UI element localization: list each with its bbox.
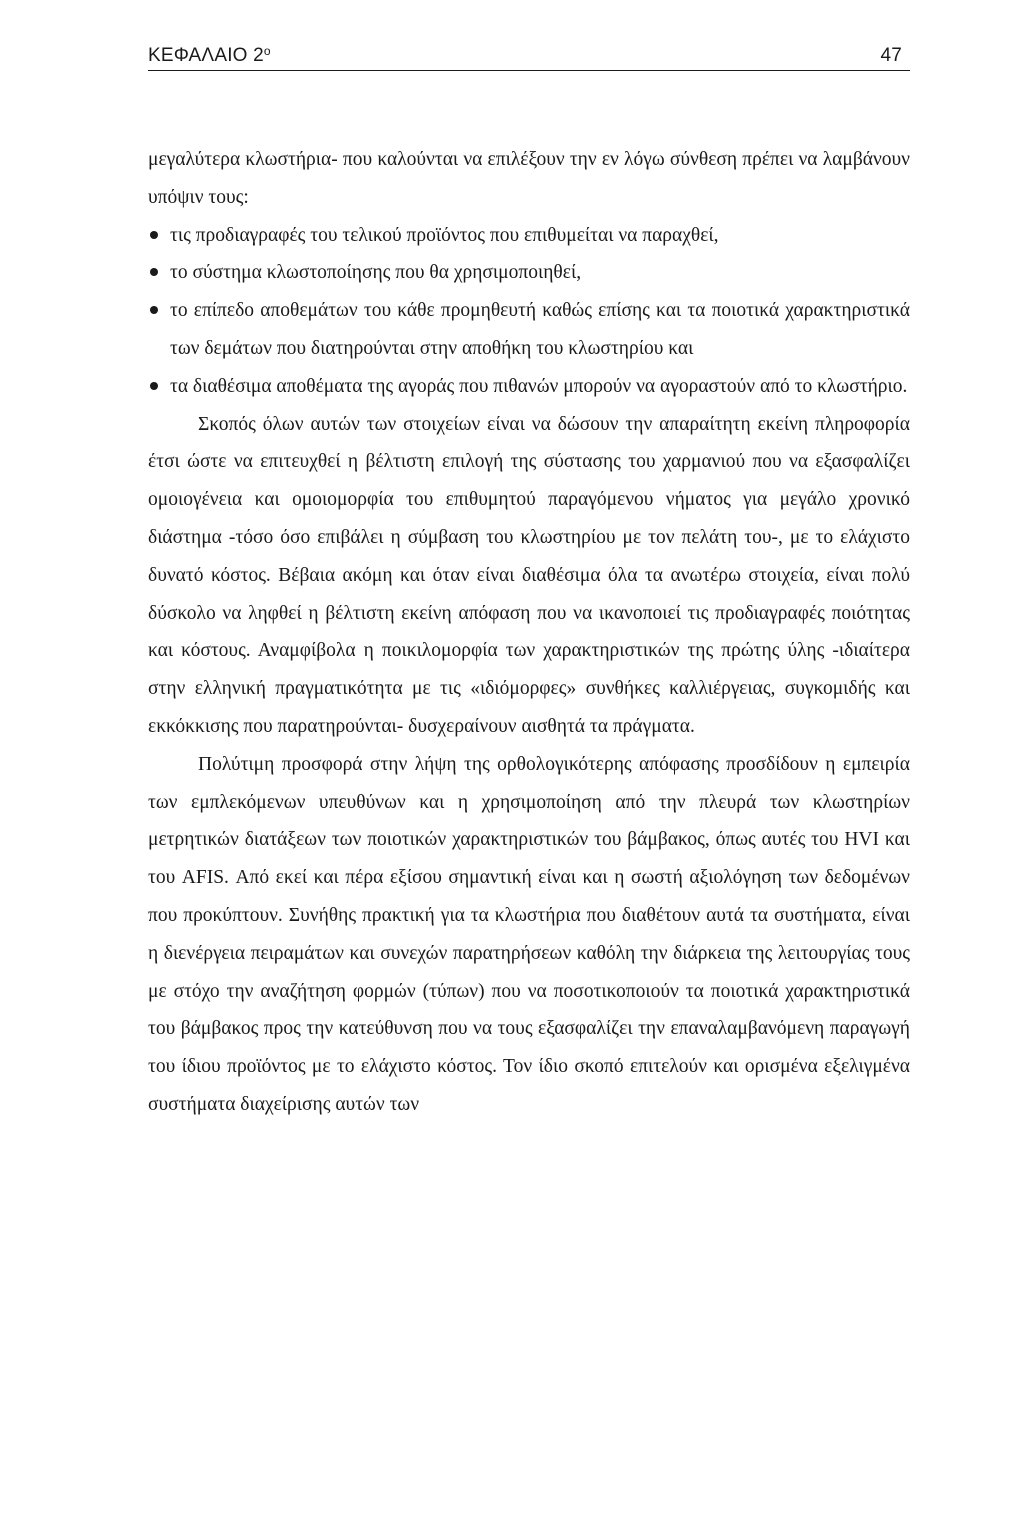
page-number: 47 bbox=[880, 45, 902, 66]
document-body bbox=[148, 141, 910, 1124]
list-item bbox=[148, 217, 910, 255]
chapter-label: ΚΕΦΑΛΑΙΟ 2 bbox=[148, 45, 264, 66]
bullet-icon bbox=[150, 268, 158, 276]
list-item bbox=[148, 292, 910, 368]
list-item-text: τις προδιαγραφές του τελικού προϊόντος που επιθυμείται να παραχθεί, bbox=[170, 224, 719, 246]
requirements-list bbox=[148, 217, 910, 406]
list-item bbox=[148, 368, 910, 406]
bullet-icon bbox=[150, 306, 158, 314]
bullet-icon bbox=[150, 231, 158, 239]
body-paragraph: Σκοπός όλων αυτών των στοιχείων είναι να δώσουν την απαραίτητη εκείνη πληροφορία έτσι ώστε να επιτευχθεί η βέλτιστη επιλογή της σύστασης του χαρμανιού που να εξασφαλίζει ομοιογένεια και ομοιομορφία του επιθυμητού παραγόμενου νήματος για μεγάλο χρονικό διάστημα -τόσο όσο επιβάλει η σύμβαση του κλωστηρίου με τον πελάτη του-, με το ελάχιστο δυνατό κόστος. Βέβαια ακόμη και όταν είναι διαθέσιμα όλα τα ανωτέρω στοιχεία, είναι πολύ δύσκολο να ληφθεί η βέλτιστη εκείνη απόφαση που να ικανοποιεί τις προδιαγραφές ποιότητας και κόστους. Αναμφίβολα η ποικιλομορφία των χαρακτηριστικών της πρώτης ύλης -ιδιαίτερα στην ελληνική πραγματικότητα με τις «ιδιόμορφες» συνθήκες καλλιέργειας, συγκομιδής και εκκόκκισης που παρατηρούνται- δυσχεραίνουν αισθητά τα πράγματα. bbox=[148, 413, 910, 737]
chapter-superscript: ο bbox=[263, 44, 271, 58]
list-item-text: τα διαθέσιμα αποθέματα της αγοράς που πιθανών μπορούν να αγοραστούν από το κλωστήριο. bbox=[170, 375, 908, 397]
intro-paragraph: μεγαλύτερα κλωστήρια- που καλούνται να επιλέξουν την εν λόγω σύνθεση πρέπει να λαμβάνουν υπόψιν τους: bbox=[148, 149, 910, 208]
page-header bbox=[148, 40, 910, 71]
body-paragraph: Πολύτιμη προσφορά στην λήψη της ορθολογικότερης απόφασης προσδίδουν η εμπειρία των εμπλεκόμενων υπευθύνων και η χρησιμοποίηση από την πλευρά των κλωστηρίων μετρητικών διατάξεων των ποιοτικών χαρακτηριστικών του βάμβακος, όπως αυτές του HVI και του AFIS. Από εκεί και πέρα εξίσου σημαντική είναι και η σωστή αξιολόγηση των δεδομένων που προκύπτουν. Συνήθης πρακτική για τα κλωστήρια που διαθέτουν αυτά τα συστήματα, είναι η διενέργεια πειραμάτων και συνεχών παρατηρήσεων καθόλη την διάρκεια της λειτουργίας τους με στόχο την αναζήτηση φορμών (τύπων) που να ποσοτικοποιούν τα ποιοτικά χαρακτηριστικά του βάμβακος προς την κατεύθυνση που να τους εξασφαλίζει την επαναλαμβανόμενη παραγωγή του ίδιου προϊόντος με το ελάχιστο κόστος. Τον ίδιο σκοπό επιτελούν και ορισμένα εξελιγμένα συστήματα διαχείρισης αυτών των bbox=[148, 753, 910, 1115]
list-item-text: το σύστημα κλωστοποίησης που θα χρησιμοποιηθεί, bbox=[170, 262, 582, 284]
list-item-text: το επίπεδο αποθεμάτων του κάθε προμηθευτή καθώς επίσης και τα ποιοτικά χαρακτηριστικά των δεμάτων που διατηρούνται στην αποθήκη του κλωστηρίου και bbox=[170, 300, 910, 359]
list-item bbox=[148, 254, 910, 292]
bullet-icon bbox=[150, 382, 158, 390]
chapter-title bbox=[148, 44, 271, 67]
document-page bbox=[148, 40, 910, 1124]
